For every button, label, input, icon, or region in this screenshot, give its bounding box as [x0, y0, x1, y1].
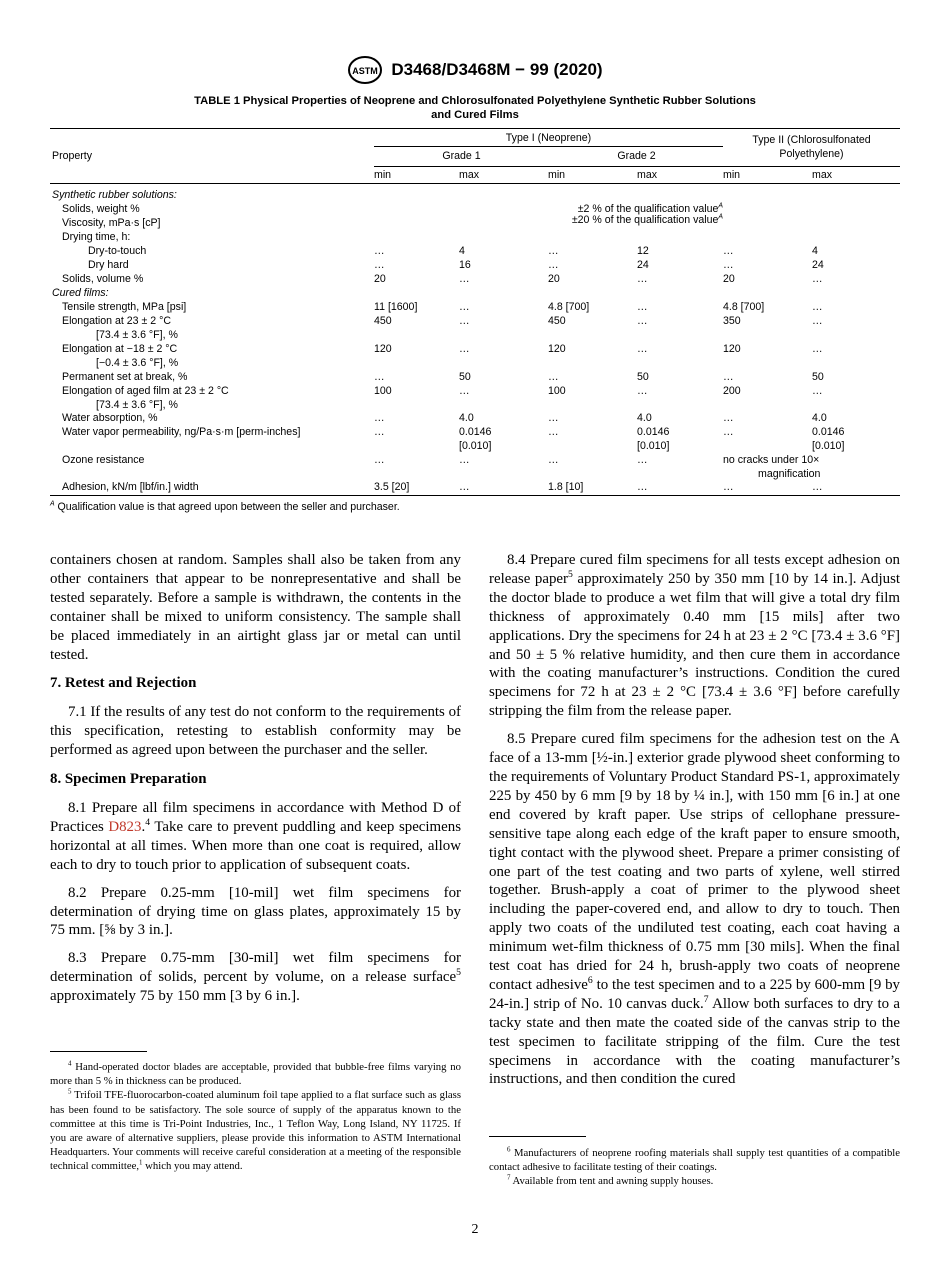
cell-value: 24	[812, 259, 824, 271]
cell-value: …	[637, 385, 648, 397]
footnote-4: $^4$ Hand-operated doctor blades are acceptable, provided that bubble-free films varying no more than 5 % in thickness can be produced.	[50, 1059, 461, 1088]
paragraph-8-2: 8.2 Prepare 0.25-mm [10-mil] wet film specimens for determination of drying time on glass plates, approximately 15 by 75 mm. [⅝ by 3 in.].	[50, 884, 461, 939]
header-grade2: Grade 2	[617, 150, 656, 162]
page-number: 2	[471, 1222, 479, 1237]
cell-value: …	[548, 245, 559, 257]
cell-value: …	[723, 245, 734, 257]
cell-value: …	[374, 454, 385, 466]
right-column	[489, 551, 900, 1098]
paragraph-8-5: 8.5 Prepare cured film specimens for the adhesion test on the A face of a 13-mm [½-in.] exterior grade plywood sheet conforming to the requirements of Voluntary Product Standard PS-1, approximately 225 by 450 by 6 mm [9 by 18 by ¼ in.], with 150 mm [6 in.] at one end covered by kraft paper. Use strips of cellophane pressure-sensitive tape along each edge of the kraft paper to ensure smooth, tight contact with the plywood sheet. Prepare a primer consisting of one part of the test coating and two parts of xylene, well stirred together. Brush-apply a coat of primer to the plywood sheet including the paper-covered end, and allow to dry to touch. Then apply two coats of the undiluted test coating, each coat having a minimum wet-film thickness of 0.75 mm [30 mils]. When the final test coat has dried for 24 h, brush-apply two coats of neoprene contact adhesive$^6$ to the test specimen and to a 225 by 600-mm [9 by 24-in.] strip of No. 10 canvas duck.$^7$ Allow both surfaces to dry to a tacky state and then mate the coated side of the canvas strip to the test specimen to facilitate stripping of the film. Cure the test specimens in accordance with the coating manufacturer’s instructions, and then condition the cured	[489, 731, 901, 1088]
cell-value: 450	[374, 315, 392, 327]
row-label: Solids, weight %	[62, 203, 140, 215]
cell-value: …	[637, 315, 648, 327]
cell-value: 120	[723, 343, 741, 355]
footnote-rule	[489, 1136, 586, 1137]
type1-rule	[374, 146, 723, 147]
left-column	[50, 551, 461, 1015]
cell-value: 4.8 [700]	[548, 301, 590, 313]
paragraph: containers chosen at random. Samples shall also be taken from any other containers that appear to be nonrepresentative and shall be tested separately. Before a sample is withdrawn, the contents in the container shall be mixed to uniform consistency. The sample shall be placed immediately in an airtight glass jar or metal can until tested.	[50, 552, 461, 663]
paragraph-8-1: 8.1 Prepare all film specimens in accordance with Method D of Practices D823.$^4$ Take care to prevent puddling and keep specimens horizontal at all times. When more than one coat is required, allow each to dry to touch prior to application of subsequent coats.	[50, 799, 461, 873]
paragraph-8-4: 8.4 Prepare cured film specimens for all tests except adhesion on release paper$^5$ approximately 250 by 350 mm [10 by 14 in.]. Adjust the doctor blade to produce a wet film that will give a total dry film thickness of approximately 0.40 mm [15 mils] after two applications. Dry the specimens for 24 h at 23 ± 2 °C [73.4 ± 3.6 °F] and 50 ± 5 % relative humidity, and then cure them in accordance with the coating manufacturer’s instructions. Condition the cured specimens for 72 h at 23 ± 2 °C [73.4 ± 3.6 °F] before carefully stripping the film from the release paper.	[489, 552, 901, 720]
cell-value: …	[459, 301, 470, 313]
cell-value: …	[459, 343, 470, 355]
row-label: Water vapor permeability, ng/Pa·s·m [perm-inches]	[62, 426, 301, 438]
row-label: Water absorption, %	[62, 412, 158, 424]
header-min: min	[548, 169, 566, 181]
header-min: min	[374, 169, 392, 181]
right-footnotes	[489, 1146, 900, 1189]
astm-logo-icon	[347, 55, 383, 85]
cell-value: …	[374, 371, 385, 383]
cell-value: …	[637, 301, 648, 313]
table-top-rule	[50, 128, 900, 129]
cell-value: 100	[374, 385, 392, 397]
cell-value: …	[637, 343, 648, 355]
cell-value: …	[812, 301, 823, 313]
cell-value: 20	[548, 273, 560, 285]
left-footnotes	[50, 1060, 461, 1174]
cell-value: 16	[459, 259, 471, 271]
paragraph-7-1: 7.1 If the results of any test do not conform to the requirements of this specification, retesting to establish conformity may be performed as agreed upon between the purchaser and the seller.	[50, 704, 461, 759]
row-label-cont: [73.4 ± 3.6 °F], %	[96, 329, 178, 341]
cell-value: …	[812, 343, 823, 355]
row-label: Elongation at 23 ± 2 °C	[62, 315, 171, 327]
properties-table	[50, 128, 900, 498]
cell-value: …	[459, 273, 470, 285]
row-label: Dry-to-touch	[88, 245, 147, 257]
cell-value: …	[723, 412, 734, 424]
cell-value: 0.0146 [0.010]	[459, 426, 492, 452]
cell-value: 4	[812, 245, 818, 257]
cell-value: 4.0	[812, 412, 827, 424]
cell-value: 1.8 [10]	[548, 481, 584, 493]
cell-value: …	[548, 371, 559, 383]
cell-value: …	[548, 259, 559, 271]
footnote-5: $^5$ Trifoil TFE-fluorocarbon-coated aluminum foil tape applied to a flat surface such as glass has been found to be satisfactory. The sole source of supply of the apparatus known to the committee at this time is Tri-Point Industries, Inc., 1 Teflon Way, Long Island, NY 11725. If you are aware of alternative suppliers, please provide this information to ASTM International Headquarters. Your comments will receive careful consideration at a meeting of the responsible technical committee,$^1$ which you may attend.	[50, 1087, 461, 1173]
cell-value: ±2 % of the qualification value$^A$	[577, 202, 723, 215]
row-label: Elongation at −18 ± 2 °C	[62, 343, 178, 355]
cell-value: …	[812, 315, 823, 327]
cell-value: 4.8 [700]	[723, 301, 765, 313]
row-label: Viscosity, mPa·s [cP]	[62, 217, 161, 229]
cell-value: …	[637, 454, 648, 466]
cell-value: …	[548, 412, 559, 424]
cell-value: …	[812, 385, 823, 397]
cell-value: …	[723, 259, 734, 271]
grade-rule	[374, 166, 900, 167]
cell-value: 120	[374, 343, 392, 355]
header-grade1: Grade 1	[442, 150, 481, 162]
header-max: max	[459, 169, 480, 181]
cell-value: …	[374, 259, 385, 271]
cell-value: 20	[374, 273, 386, 285]
header-property: Property	[52, 150, 93, 162]
cell-value: 200	[723, 385, 741, 397]
row-label-cont: [73.4 ± 3.6 °F], %	[96, 399, 178, 411]
footnote-rule	[50, 1051, 147, 1052]
cell-value: …	[812, 481, 823, 493]
cell-value: …	[637, 481, 648, 493]
cell-value: 350	[723, 315, 741, 327]
footnote-7: $^7$ Available from tent and awning supply houses.	[507, 1173, 714, 1188]
cell-value: 50	[637, 371, 649, 383]
header-max: max	[637, 169, 658, 181]
header-type2: Type II (Chlorosulfonated Polyethylene)	[752, 134, 871, 160]
cell-value: …	[459, 385, 470, 397]
row-label: Solids, volume %	[62, 273, 144, 285]
cell-value: …	[459, 481, 470, 493]
cell-value: 0.0146 [0.010]	[637, 426, 670, 452]
row-label: Ozone resistance	[62, 454, 145, 466]
cell-value: …	[637, 273, 648, 285]
row-label-cont: [−0.4 ± 3.6 °F], %	[96, 357, 179, 369]
cell-value: 4.0	[459, 412, 474, 424]
document-header	[0, 55, 950, 85]
svg-text:ASTM: ASTM	[352, 66, 379, 76]
header-type1: Type I (Neoprene)	[505, 132, 592, 144]
cell-value: …	[374, 426, 385, 438]
row-label: Permanent set at break, %	[62, 371, 188, 383]
row-label: Drying time, h:	[62, 231, 131, 243]
cell-value: …	[374, 245, 385, 257]
cell-value: …	[459, 454, 470, 466]
cell-value: 24	[637, 259, 649, 271]
table-footnote: $^A$ Qualification value is that agreed upon between the seller and purchaser.	[50, 500, 400, 513]
cell-value: 20	[723, 273, 735, 285]
header-max: max	[812, 169, 833, 181]
paragraph-8-3: 8.3 Prepare 0.75-mm [30-mil] wet film specimens for determination of solids, percent by volume, on a release surface$^5$ approximately 75 by 150 mm [3 by 6 in.].	[50, 950, 461, 1005]
document-designation: D3468/D3468M − 99 (2020)	[391, 60, 603, 79]
section-cured: Cured films:	[52, 287, 109, 299]
cell-value: …	[548, 454, 559, 466]
cell-value: 120	[548, 343, 566, 355]
header-bottom-rule	[50, 183, 900, 184]
footnote-6: $^6$ Manufacturers of neoprene roofing materials shall supply test quantities of a compatible contact adhesive to facilitate testing of their coatings.	[489, 1145, 900, 1174]
cell-value: 100	[548, 385, 566, 397]
section-solutions: Synthetic rubber solutions:	[52, 189, 177, 201]
cell-value: 450	[548, 315, 566, 327]
cell-value: …	[374, 412, 385, 424]
cell-value: ±20 % of the qualification value$^A$	[571, 213, 723, 226]
section-heading-8: 8. Specimen Preparation	[50, 771, 207, 788]
cell-value: 4	[459, 245, 465, 257]
d823-link[interactable]: D823	[108, 818, 142, 835]
row-label: Dry hard	[88, 259, 129, 271]
cell-value: …	[548, 426, 559, 438]
cell-value: 3.5 [20]	[374, 481, 410, 493]
cell-value: 12	[637, 245, 649, 257]
cell-value: 50	[459, 371, 471, 383]
cell-value: …	[723, 371, 734, 383]
cell-value: 50	[812, 371, 824, 383]
row-label: Elongation of aged film at 23 ± 2 °C	[62, 385, 229, 397]
cell-value: …	[812, 273, 823, 285]
cell-value: …	[459, 315, 470, 327]
section-heading-7: 7. Retest and Rejection	[50, 675, 197, 692]
cell-value: 4.0	[637, 412, 652, 424]
row-label: Tensile strength, MPa [psi]	[62, 301, 187, 313]
cell-value: 11 [1600]	[374, 301, 418, 313]
table-bottom-rule	[50, 495, 900, 496]
cell-value: no cracks under 10× magnification	[723, 454, 821, 480]
header-min: min	[723, 169, 741, 181]
row-label: Adhesion, kN/m [lbf/in.] width	[62, 481, 199, 493]
cell-value: …	[723, 481, 734, 493]
table-caption: TABLE 1 Physical Properties of Neoprene and Chlorosulfonated Polyethylene Synthetic Rubber Solutions and Cured Films	[194, 95, 756, 121]
cell-value: 0.0146 [0.010]	[812, 426, 845, 452]
cell-value: …	[723, 426, 734, 438]
